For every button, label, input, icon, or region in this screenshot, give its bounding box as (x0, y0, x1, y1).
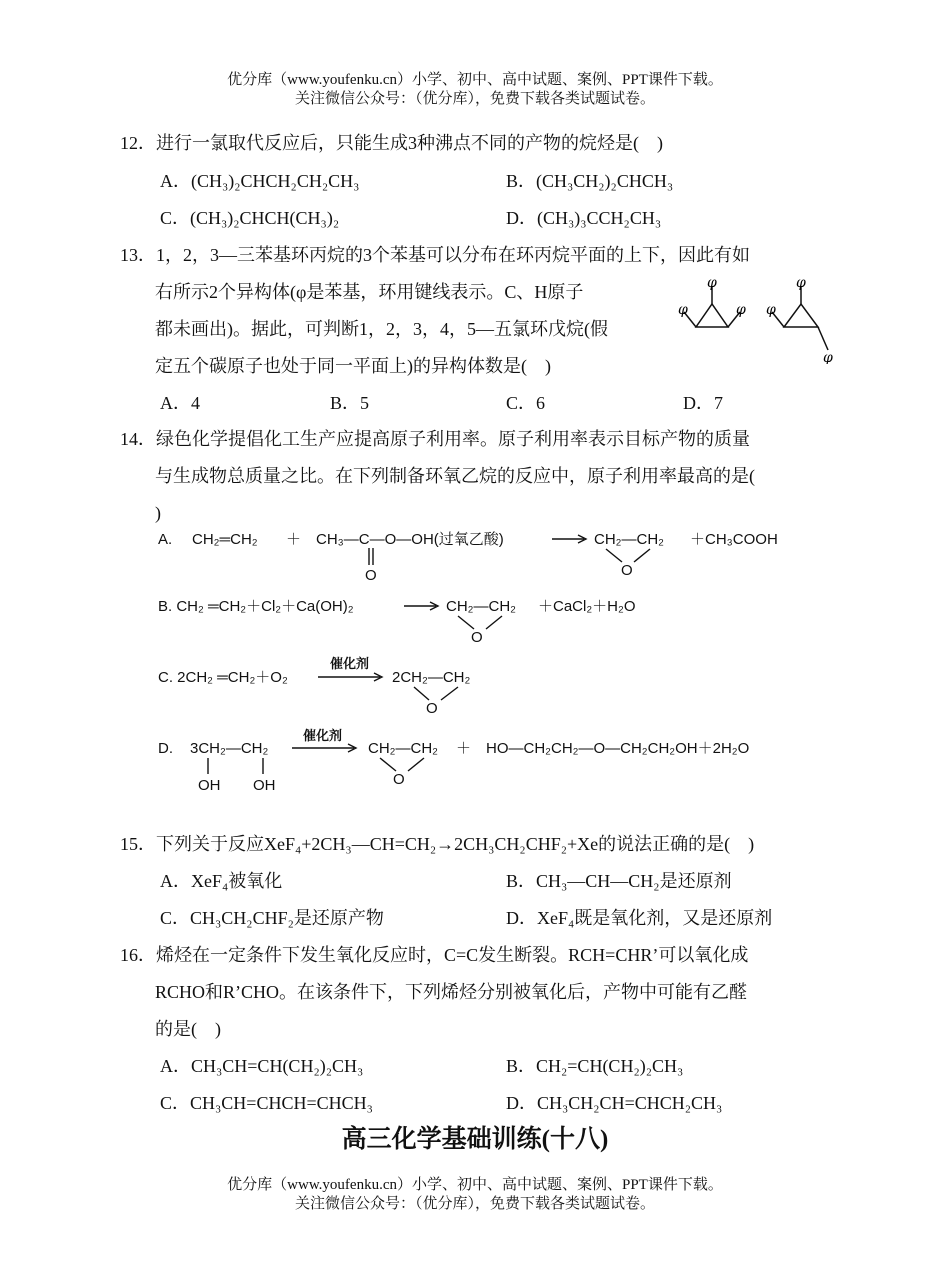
q16-option-d[interactable]: D．CH₃CH₂CH=CHCH₂CH₃ (506, 1093, 723, 1113)
question-12-stem: 12．进行一氯取代反应后，只能生成3种沸点不同的产物的烷烃是( ) (120, 133, 663, 153)
reaction-c-reactants: C. 2CH₂ ═CH₂＋O₂ (158, 669, 288, 686)
reaction-c-epoxide-o: O (426, 700, 438, 717)
reaction-b[interactable] (158, 598, 636, 646)
reaction-d-glycol: 3CH₂—CH₂ (190, 740, 269, 757)
phenyl-symbol-6: φ (823, 350, 833, 364)
reaction-b-reactants: B. CH₂ ═CH₂＋Cl₂＋Ca(OH)₂ (158, 598, 354, 615)
reaction-d-epoxide: CH₂—CH₂ (368, 740, 438, 757)
reaction-a-peracid: CH₃—C—O—OH(过氧乙酸) (316, 531, 504, 548)
question-13-line-3: 都未画出)。据此，可判断1，2，3，4，5—五氯环戊烷(假 (155, 319, 608, 339)
reaction-d-epoxide-o: O (393, 771, 405, 788)
phenyl-symbol-3: φ (736, 302, 746, 318)
reaction-b-products: ＋CaCl₂＋H₂O (538, 598, 636, 615)
question-14-line-3: ) (155, 503, 161, 523)
reaction-d-label: D. (158, 740, 173, 757)
reaction-d[interactable] (158, 728, 749, 794)
question-16-line-1: 16．烯烃在一定条件下发生氧化反应时，C=C发生断裂。RCH=CHR’可以氧化成 (120, 945, 749, 965)
phenyl-symbol-1: φ (707, 275, 717, 291)
q13-option-a[interactable]: A．4 (160, 393, 200, 413)
q15-option-a[interactable]: A．XeF₄被氧化 (160, 871, 283, 891)
reaction-a[interactable] (158, 531, 778, 584)
reaction-d-oh-1: OH (198, 777, 221, 794)
q13-option-b[interactable]: B．5 (330, 393, 370, 413)
reaction-a-label: A. (158, 531, 173, 548)
question-14-line-2: 与生成物总质量之比。在下列制备环氧乙烷的反应中，原子利用率最高的是( (155, 466, 755, 486)
q16-option-c[interactable]: C．CH₃CH=CHCH=CHCH₃ (160, 1093, 373, 1113)
isomer-2 (772, 286, 828, 350)
reaction-d-catalyst: 催化剂 (303, 729, 343, 744)
q15-option-c[interactable]: C．CH₃CH₂CHF₂是还原产物 (160, 908, 384, 928)
phenyl-symbol-4: φ (796, 275, 806, 291)
q15-option-b[interactable]: B．CH₃—CH—CH₂是还原剂 (506, 871, 732, 891)
reaction-a-ethylene: CH₂═CH₂ (192, 531, 258, 548)
reaction-b-epoxide-o: O (471, 629, 483, 646)
q16-option-a[interactable]: A．CH₃CH=CH(CH₂)₂CH₃ (160, 1056, 364, 1076)
footer-line-1: 优分库（www.youfenku.cn）小学、初中、高中试题、案例、PPT课件下载。 (227, 1177, 723, 1193)
question-16-line-2: RCHO和R’CHO。在该条件下，下列烯烃分别被氧化后，产物中可能有乙醛 (155, 982, 748, 1002)
reaction-a-epoxide: CH₂—CH₂ (594, 531, 664, 548)
q12-option-d[interactable]: D．(CH₃)₃CCH₂CH₃ (506, 208, 662, 228)
question-13-line-2: 右所示2个异构体(φ是苯基，环用键线表示。C、H原子 (155, 282, 584, 302)
section-title: 高三化学基础训练(十八) (341, 1126, 609, 1153)
footer-line-2: 关注微信公众号：（优分库），免费下载各类试题试卷。 (294, 1196, 655, 1212)
header-line-2: 关注微信公众号：（优分库），免费下载各类试题试卷。 (294, 91, 655, 107)
q16-option-b[interactable]: B．CH₂=CH(CH₂)₂CH₃ (506, 1056, 684, 1076)
q12-option-b[interactable]: B．(CH₃CH₂)₂CHCH₃ (506, 171, 674, 191)
question-14-line-1: 14．绿色化学提倡化工生产应提高原子利用率。原子利用率表示目标产物的质量 (120, 429, 750, 449)
reaction-a-epoxide-o: O (621, 562, 633, 579)
q13-option-d[interactable]: D．7 (683, 393, 723, 413)
reaction-a-byproduct: ＋CH₃COOH (690, 531, 778, 548)
epoxide-reactions-figure (150, 520, 830, 800)
reaction-c[interactable] (158, 656, 470, 717)
q15-option-d[interactable]: D．XeF₄既是氧化剂，又是还原剂 (506, 908, 773, 928)
header-line-1: 优分库（www.youfenku.cn）小学、初中、高中试题、案例、PPT课件下载。 (227, 72, 723, 88)
q13-option-c[interactable]: C．6 (506, 393, 546, 413)
q12-option-c[interactable]: C．(CH₃)₂CHCH(CH₃)₂ (160, 208, 340, 228)
reaction-d-products: ＋ HO—CH₂CH₂—O—CH₂CH₂OH＋2H₂O (456, 740, 750, 757)
q12-option-a[interactable]: A．(CH₃)₂CHCH₂CH₂CH₃ (160, 171, 360, 191)
reaction-a-plus: ＋ (286, 531, 302, 548)
reaction-d-oh-2: OH (253, 777, 276, 794)
cyclopropane-isomers-figure (672, 272, 842, 364)
reaction-b-epoxide: CH₂—CH₂ (446, 598, 516, 615)
question-16-line-3: 的是( ) (155, 1019, 221, 1039)
phenyl-symbol-2: φ (678, 302, 688, 318)
isomer-1 (684, 286, 740, 327)
reaction-a-carbonyl-o: O (365, 567, 377, 584)
reaction-c-epoxide: 2CH₂—CH₂ (392, 669, 471, 686)
reaction-c-catalyst: 催化剂 (330, 657, 370, 672)
question-15-stem: 15．下列关于反应XeF₄+2CH₃—CH=CH₂→2CH₃CH₂CHF₂+Xe的说法正确的是( ) (120, 834, 755, 854)
question-13-line-1: 13．1，2，3—三苯基环丙烷的3个苯基可以分布在环丙烷平面的上下，因此有如 (120, 245, 750, 265)
question-13-line-4: 定五个碳原子也处于同一平面上)的异构体数是( ) (155, 356, 551, 376)
phenyl-symbol-5: φ (766, 302, 776, 318)
